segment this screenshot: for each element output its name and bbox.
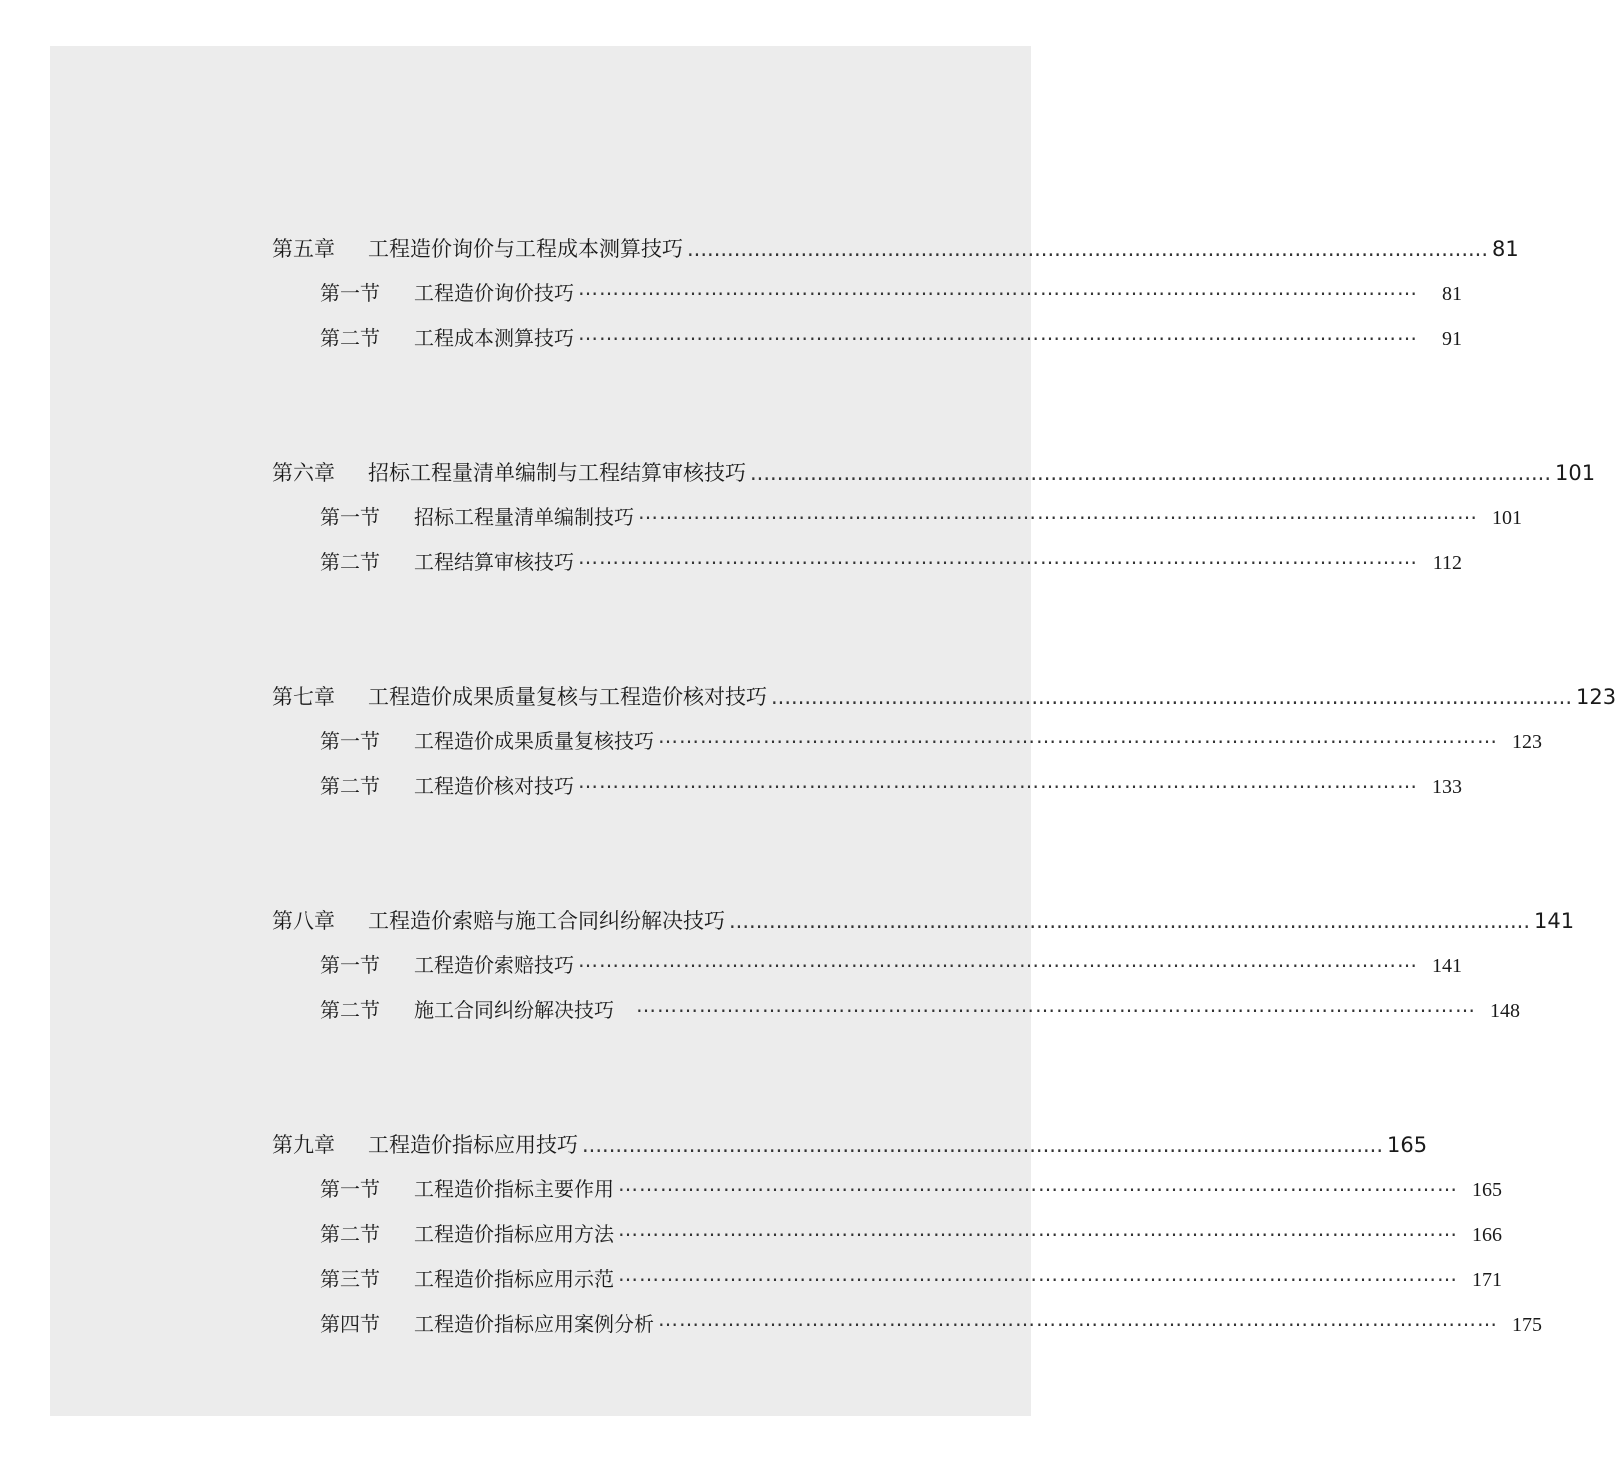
- table-of-contents: [272, 229, 1616, 1349]
- section-title: 工程造价指标应用案例分析: [414, 1312, 654, 1336]
- dot-leader: ⋯⋯⋯⋯⋯⋯⋯⋯⋯⋯⋯⋯⋯⋯⋯⋯⋯⋯⋯⋯⋯⋯⋯⋯⋯⋯⋯⋯⋯⋯⋯⋯⋯⋯⋯⋯⋯⋯⋯⋯: [658, 1312, 1498, 1336]
- section-page-number: 165: [1472, 1179, 1502, 1201]
- section-number: 第二节: [320, 1222, 380, 1246]
- dot-leader: ⋯⋯⋯⋯⋯⋯⋯⋯⋯⋯⋯⋯⋯⋯⋯⋯⋯⋯⋯⋯⋯⋯⋯⋯⋯⋯⋯⋯⋯⋯⋯⋯⋯⋯⋯⋯⋯⋯⋯⋯: [578, 281, 1418, 305]
- section-title: 工程造价指标应用示范: [414, 1267, 614, 1291]
- dot-leader: ⋯⋯⋯⋯⋯⋯⋯⋯⋯⋯⋯⋯⋯⋯⋯⋯⋯⋯⋯⋯⋯⋯⋯⋯⋯⋯⋯⋯⋯⋯⋯⋯⋯⋯⋯⋯⋯⋯⋯⋯: [578, 550, 1418, 574]
- dot-leader: ⋯⋯⋯⋯⋯⋯⋯⋯⋯⋯⋯⋯⋯⋯⋯⋯⋯⋯⋯⋯⋯⋯⋯⋯⋯⋯⋯⋯⋯⋯⋯⋯⋯⋯⋯⋯⋯⋯⋯⋯: [578, 326, 1418, 350]
- section-entry[interactable]: [272, 766, 1462, 811]
- chapter-entry[interactable]: [272, 901, 1575, 945]
- section-number: 第一节: [320, 505, 380, 529]
- chapter-number: 第七章: [272, 685, 335, 709]
- dot-leader: ⋯⋯⋯⋯⋯⋯⋯⋯⋯⋯⋯⋯⋯⋯⋯⋯⋯⋯⋯⋯⋯⋯⋯⋯⋯⋯⋯⋯⋯⋯⋯⋯⋯⋯⋯⋯⋯⋯⋯⋯: [638, 505, 1478, 529]
- section-entry[interactable]: [272, 1304, 1542, 1349]
- dot-leader: ⋯⋯⋯⋯⋯⋯⋯⋯⋯⋯⋯⋯⋯⋯⋯⋯⋯⋯⋯⋯⋯⋯⋯⋯⋯⋯⋯⋯⋯⋯⋯⋯⋯⋯⋯⋯⋯⋯⋯⋯: [618, 1177, 1458, 1201]
- chapter-entry[interactable]: [272, 229, 1519, 273]
- dot-leader: ⋯⋯⋯⋯⋯⋯⋯⋯⋯⋯⋯⋯⋯⋯⋯⋯⋯⋯⋯⋯⋯⋯⋯⋯⋯⋯⋯⋯⋯⋯⋯⋯⋯⋯⋯⋯⋯⋯⋯⋯: [618, 1222, 1458, 1246]
- section-entry[interactable]: [272, 945, 1462, 990]
- section-number: 第三节: [320, 1267, 380, 1291]
- section-title: 工程造价指标应用方法: [414, 1222, 614, 1246]
- chapter-block: [272, 1125, 1542, 1349]
- dot-leader: ⋯⋯⋯⋯⋯⋯⋯⋯⋯⋯⋯⋯⋯⋯⋯⋯⋯⋯⋯⋯⋯⋯⋯⋯⋯⋯⋯⋯⋯⋯⋯⋯⋯⋯⋯⋯⋯⋯⋯⋯: [578, 774, 1418, 798]
- section-title: 招标工程量清单编制技巧: [414, 505, 634, 529]
- dot-leader: ........................................................................................................................: [687, 237, 1489, 261]
- dot-leader: ........................................................................................................................: [771, 685, 1573, 709]
- chapter-title: 工程造价指标应用技巧: [368, 1133, 578, 1157]
- section-title: 工程结算审核技巧: [414, 550, 574, 574]
- document-page: [50, 46, 1616, 1416]
- chapter-block: [272, 677, 1616, 901]
- section-entry[interactable]: [272, 318, 1462, 363]
- section-number: 第二节: [320, 326, 380, 350]
- section-page-number: 141: [1432, 955, 1462, 977]
- chapter-block: [272, 453, 1596, 677]
- section-entry[interactable]: [272, 497, 1522, 542]
- section-title: 工程造价核对技巧: [414, 774, 574, 798]
- chapter-page-number: 165: [1387, 1133, 1428, 1157]
- section-number: 第一节: [320, 953, 380, 977]
- section-page-number: 112: [1432, 552, 1462, 574]
- section-entry[interactable]: [272, 990, 1520, 1035]
- chapter-title: 工程造价索赔与施工合同纠纷解决技巧: [368, 909, 725, 933]
- section-number: 第二节: [320, 998, 380, 1022]
- chapter-title: 工程造价成果质量复核与工程造价核对技巧: [368, 685, 767, 709]
- section-title: 工程造价询价技巧: [414, 281, 574, 305]
- chapter-number: 第六章: [272, 461, 335, 485]
- section-entry[interactable]: [272, 721, 1542, 766]
- dot-leader: ⋯⋯⋯⋯⋯⋯⋯⋯⋯⋯⋯⋯⋯⋯⋯⋯⋯⋯⋯⋯⋯⋯⋯⋯⋯⋯⋯⋯⋯⋯⋯⋯⋯⋯⋯⋯⋯⋯⋯⋯: [658, 729, 1498, 753]
- chapter-page-number: 81: [1492, 237, 1519, 261]
- section-page-number: 81: [1442, 283, 1462, 305]
- chapter-number: 第五章: [272, 237, 335, 261]
- section-entry[interactable]: [272, 1259, 1502, 1304]
- section-number: 第二节: [320, 774, 380, 798]
- section-entry[interactable]: [272, 273, 1462, 318]
- dot-leader: ........................................................................................................................: [582, 1133, 1384, 1157]
- dot-leader: ⋯⋯⋯⋯⋯⋯⋯⋯⋯⋯⋯⋯⋯⋯⋯⋯⋯⋯⋯⋯⋯⋯⋯⋯⋯⋯⋯⋯⋯⋯⋯⋯⋯⋯⋯⋯⋯⋯⋯⋯: [618, 1267, 1458, 1291]
- section-page-number: 171: [1472, 1269, 1502, 1291]
- section-number: 第二节: [320, 550, 380, 574]
- section-number: 第一节: [320, 281, 380, 305]
- section-entry[interactable]: [272, 1169, 1502, 1214]
- chapter-number: 第八章: [272, 909, 335, 933]
- dot-leader: ........................................................................................................................: [729, 909, 1531, 933]
- chapter-number: 第九章: [272, 1133, 335, 1157]
- section-number: 第一节: [320, 729, 380, 753]
- section-title: 工程成本测算技巧: [414, 326, 574, 350]
- chapter-title: 工程造价询价与工程成本测算技巧: [368, 237, 683, 261]
- chapter-page-number: 141: [1534, 909, 1575, 933]
- section-page-number: 166: [1472, 1224, 1502, 1246]
- section-title: 工程造价索赔技巧: [414, 953, 574, 977]
- section-entry[interactable]: [272, 542, 1462, 587]
- section-page-number: 123: [1512, 731, 1542, 753]
- section-entry[interactable]: [272, 1214, 1502, 1259]
- chapter-entry[interactable]: [272, 1125, 1428, 1169]
- dot-leader: ⋯⋯⋯⋯⋯⋯⋯⋯⋯⋯⋯⋯⋯⋯⋯⋯⋯⋯⋯⋯⋯⋯⋯⋯⋯⋯⋯⋯⋯⋯⋯⋯⋯⋯⋯⋯⋯⋯⋯⋯: [636, 998, 1476, 1022]
- section-page-number: 148: [1490, 1000, 1520, 1022]
- section-title: 工程造价成果质量复核技巧: [414, 729, 654, 753]
- chapter-title: 招标工程量清单编制与工程结算审核技巧: [368, 461, 746, 485]
- dot-leader: ⋯⋯⋯⋯⋯⋯⋯⋯⋯⋯⋯⋯⋯⋯⋯⋯⋯⋯⋯⋯⋯⋯⋯⋯⋯⋯⋯⋯⋯⋯⋯⋯⋯⋯⋯⋯⋯⋯⋯⋯: [578, 953, 1418, 977]
- dot-leader: ........................................................................................................................: [750, 461, 1552, 485]
- section-title: 施工合同纠纷解决技巧: [414, 998, 614, 1022]
- chapter-block: [272, 901, 1575, 1125]
- section-page-number: 133: [1432, 776, 1462, 798]
- chapter-page-number: 123: [1576, 685, 1616, 709]
- chapter-page-number: 101: [1555, 461, 1596, 485]
- section-number: 第四节: [320, 1312, 380, 1336]
- chapter-entry[interactable]: [272, 677, 1616, 721]
- section-page-number: 101: [1492, 507, 1522, 529]
- section-title: 工程造价指标主要作用: [414, 1177, 614, 1201]
- section-page-number: 175: [1512, 1314, 1542, 1336]
- section-page-number: 91: [1442, 328, 1462, 350]
- section-number: 第一节: [320, 1177, 380, 1201]
- chapter-entry[interactable]: [272, 453, 1596, 497]
- chapter-block: [272, 229, 1519, 453]
